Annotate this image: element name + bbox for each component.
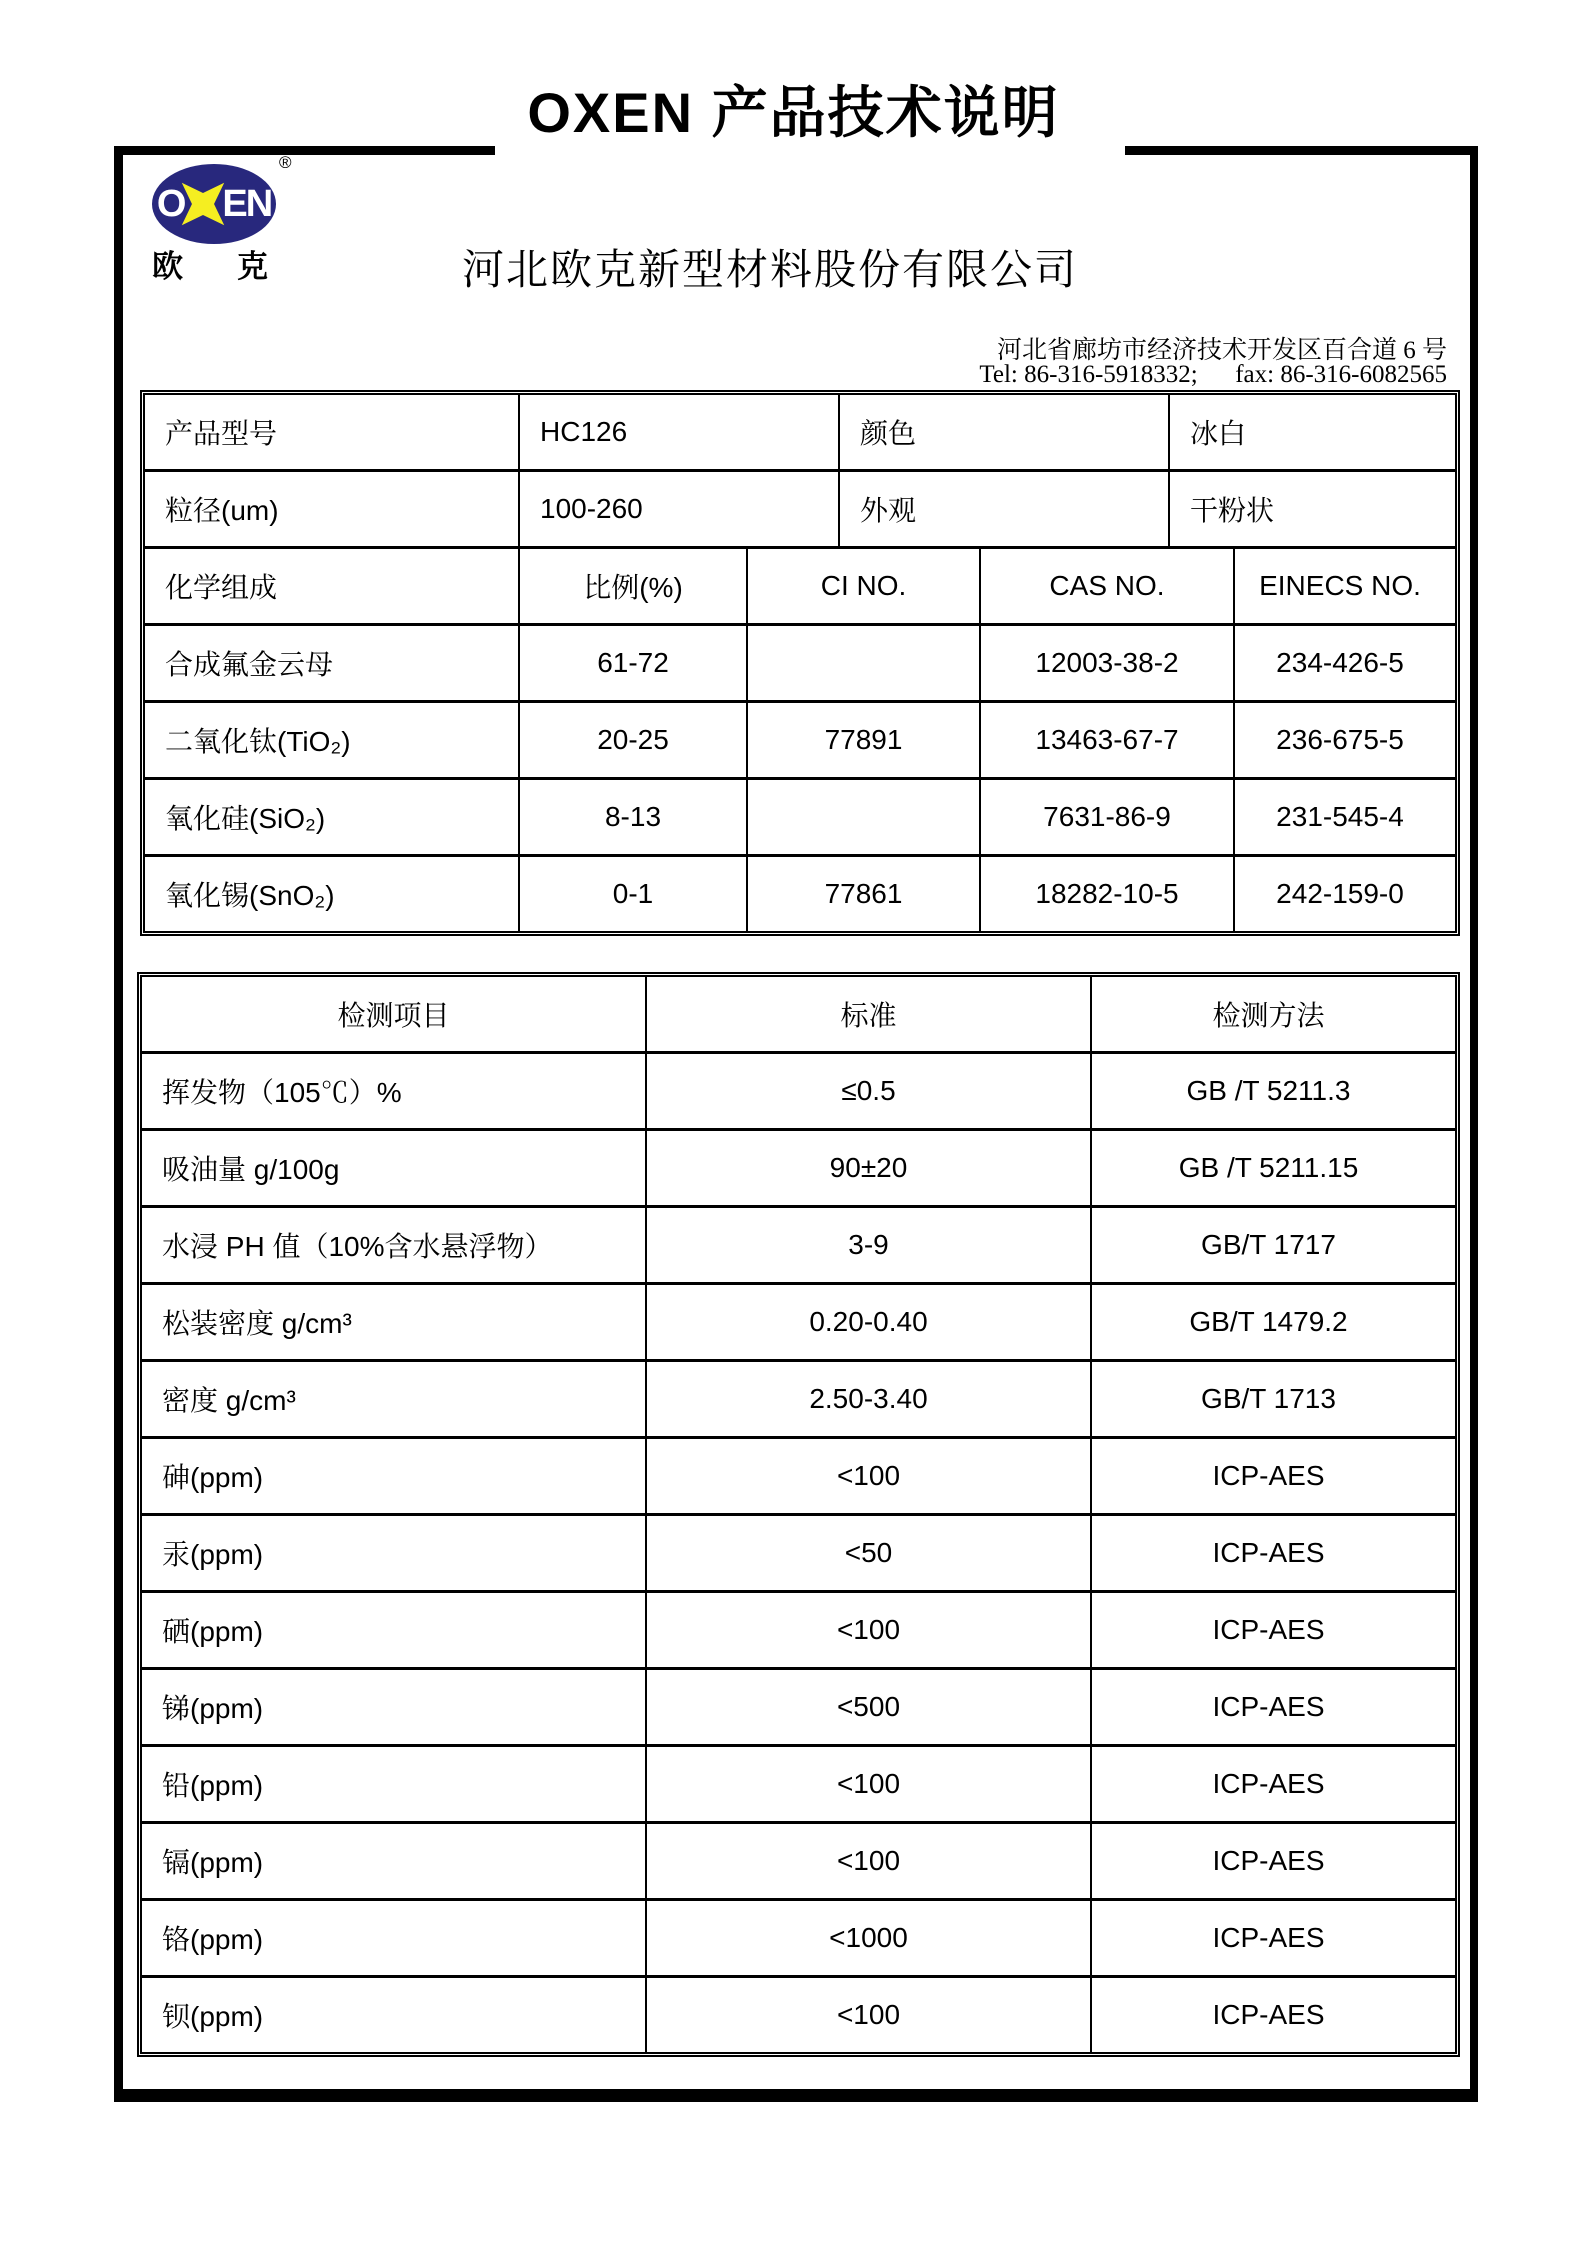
table-cell: 干粉状	[1168, 472, 1445, 546]
table-cell: 236-675-5	[1233, 703, 1445, 777]
table-cell: GB/T 1479.2	[1090, 1285, 1445, 1359]
table-cell: <500	[645, 1670, 1090, 1744]
table-row	[142, 1205, 1455, 1282]
table-cell	[746, 780, 979, 854]
table-row	[142, 1513, 1455, 1590]
table-row	[142, 1051, 1455, 1128]
table-cell: 松装密度 g/cm³	[162, 1308, 352, 1339]
table-cell: 61-72	[518, 626, 746, 700]
table-cell: GB /T 5211.15	[1090, 1131, 1445, 1205]
table-cell: <100	[645, 1747, 1090, 1821]
company-contact: Tel: 86-316-5918332; fax: 86-316-6082565	[979, 361, 1447, 388]
table-cell: 0-1	[518, 857, 746, 931]
table-cell: 231-545-4	[1233, 780, 1445, 854]
table-cell: 汞(ppm)	[162, 1539, 264, 1570]
table-row	[142, 1282, 1455, 1359]
table-cell: 2.50-3.40	[645, 1362, 1090, 1436]
table-row	[145, 777, 1455, 854]
table-cell: ICP-AES	[1090, 1516, 1445, 1590]
table-cell: ICP-AES	[1090, 1670, 1445, 1744]
table-header-cell: 检测项目	[337, 1000, 450, 1031]
page-title: OXEN 产品技术说明	[527, 81, 1060, 144]
table-row	[142, 1975, 1455, 2052]
logo-caption-left: 欧	[152, 249, 183, 284]
table-cell: GB/T 1717	[1090, 1208, 1445, 1282]
table-cell: ICP-AES	[1090, 1824, 1445, 1898]
table-row	[142, 1436, 1455, 1513]
table-header-cell: CI NO.	[746, 549, 979, 623]
table-cell: <50	[645, 1516, 1090, 1590]
table-header-cell: 标准	[645, 977, 1090, 1051]
table-cell: 77891	[746, 703, 979, 777]
table-cell: 13463-67-7	[979, 703, 1233, 777]
table-row	[145, 469, 1455, 546]
table-cell	[746, 626, 979, 700]
table-cell: 产品型号	[165, 418, 278, 449]
registered-trademark-icon: ®	[279, 153, 292, 172]
table-cell: 钡(ppm)	[162, 2001, 264, 2032]
table-cell: <100	[645, 1824, 1090, 1898]
product-spec-table	[140, 390, 1460, 936]
table-cell: 20-25	[518, 703, 746, 777]
table-cell: 吸油量 g/100g	[162, 1154, 340, 1185]
table-cell: <1000	[645, 1901, 1090, 1975]
table-cell: 合成氟金云母	[165, 649, 334, 680]
table-cell: 242-159-0	[1233, 857, 1445, 931]
table-header-row	[145, 546, 1455, 623]
logo-caption-right: 克	[237, 249, 268, 284]
table-cell: 挥发物（105℃）%	[162, 1077, 402, 1108]
table-cell: 外观	[838, 472, 1168, 546]
table-cell: 氧化锡(SnO₂)	[165, 880, 335, 911]
oxen-logo	[152, 164, 276, 244]
logo-caption	[152, 241, 268, 286]
table-header-cell: 化学组成	[165, 572, 278, 603]
company-name: 河北欧克新型材料股份有限公司	[462, 248, 1079, 294]
table-cell: 铬(ppm)	[162, 1924, 264, 1955]
table-cell: ICP-AES	[1090, 1901, 1445, 1975]
table-header-cell: EINECS NO.	[1233, 549, 1445, 623]
table-cell: 7631-86-9	[979, 780, 1233, 854]
table-cell: 水浸 PH 值（10%含水悬浮物）	[162, 1231, 553, 1262]
table-cell: 90±20	[645, 1131, 1090, 1205]
table-header-cell: 比例(%)	[518, 549, 746, 623]
table-cell: ICP-AES	[1090, 1439, 1445, 1513]
table-header-cell: 检测方法	[1090, 977, 1445, 1051]
logo-letter-o: O	[156, 183, 185, 225]
table-cell: GB/T 1713	[1090, 1362, 1445, 1436]
table-header-row	[142, 977, 1455, 1051]
logo-letters-en: EN	[222, 183, 272, 225]
table-header-cell: CAS NO.	[979, 549, 1233, 623]
table-row	[142, 1744, 1455, 1821]
table-cell: 铅(ppm)	[162, 1770, 264, 1801]
company-address: 河北省廊坊市经济技术开发区百合道 6 号	[996, 337, 1447, 364]
table-cell: 颜色	[838, 395, 1168, 469]
test-methods-table	[137, 972, 1460, 2057]
table-row	[142, 1821, 1455, 1898]
table-cell: 粒径(um)	[165, 495, 279, 526]
table-cell: 密度 g/cm³	[162, 1385, 296, 1416]
table-cell: 77861	[746, 857, 979, 931]
table-cell: ICP-AES	[1090, 1593, 1445, 1667]
table-row	[145, 623, 1455, 700]
table-row	[145, 700, 1455, 777]
table-cell: 锑(ppm)	[162, 1693, 264, 1724]
table-cell: 冰白	[1168, 395, 1445, 469]
table-cell: 234-426-5	[1233, 626, 1445, 700]
table-cell: GB /T 5211.3	[1090, 1054, 1445, 1128]
table-cell: <100	[645, 1439, 1090, 1513]
table-cell: 二氧化钛(TiO₂)	[165, 726, 351, 757]
table-cell: ICP-AES	[1090, 1747, 1445, 1821]
table-row	[142, 1898, 1455, 1975]
table-cell: 3-9	[645, 1208, 1090, 1282]
table-cell: 100-260	[518, 472, 838, 546]
table-row	[142, 1128, 1455, 1205]
table-cell: 氧化硅(SiO₂)	[165, 803, 326, 834]
table-cell: 12003-38-2	[979, 626, 1233, 700]
table-row	[145, 854, 1455, 931]
table-cell: HC126	[518, 395, 838, 469]
table-cell: <100	[645, 1593, 1090, 1667]
table-cell: 硒(ppm)	[162, 1616, 264, 1647]
table-cell: 18282-10-5	[979, 857, 1233, 931]
table-cell: 0.20-0.40	[645, 1285, 1090, 1359]
table-row	[145, 395, 1455, 469]
table-row	[142, 1590, 1455, 1667]
table-cell: 8-13	[518, 780, 746, 854]
table-row	[142, 1667, 1455, 1744]
table-cell: 砷(ppm)	[162, 1462, 264, 1493]
table-cell: <100	[645, 1978, 1090, 2052]
table-row	[142, 1359, 1455, 1436]
table-cell: ≤0.5	[645, 1054, 1090, 1128]
table-cell: 镉(ppm)	[162, 1847, 264, 1878]
table-cell: ICP-AES	[1090, 1978, 1445, 2052]
